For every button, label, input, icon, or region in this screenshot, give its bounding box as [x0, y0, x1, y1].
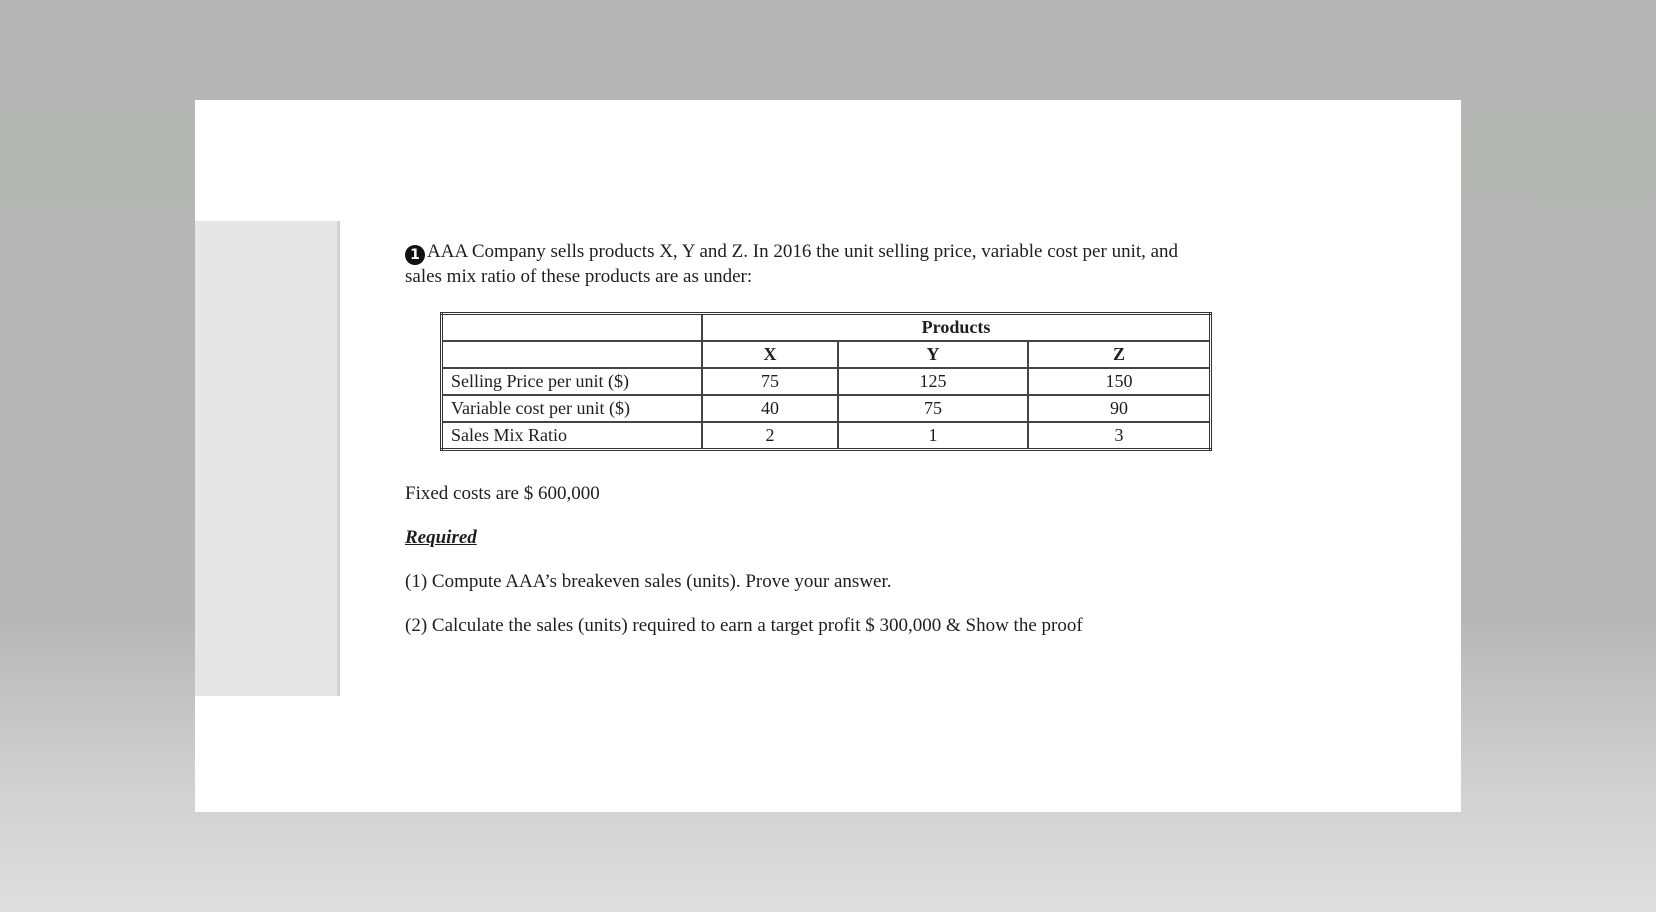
products-header: Products [702, 314, 1211, 342]
required-heading: Required [405, 527, 477, 548]
empty-header-cell [442, 314, 703, 342]
table-column-row [442, 341, 1211, 368]
table-row [442, 422, 1211, 450]
intro-text: AAA Company sells products X, Y and Z. In 2016 the unit selling price, variable cost per unit, and sales mix ratio of these products are as under: [405, 241, 1179, 287]
intro-paragraph [405, 240, 1205, 289]
table-row [442, 395, 1211, 422]
column-x: X [702, 341, 838, 368]
question-1: (1) Compute AAA’s breakeven sales (units). Prove your answer. [405, 571, 892, 592]
cell-value: 1 [838, 422, 1028, 450]
document-content [405, 240, 1405, 636]
fixed-costs-text: Fixed costs are $ 600,000 [405, 483, 600, 504]
empty-label-cell [442, 341, 703, 368]
cell-value: 2 [702, 422, 838, 450]
row-label: Variable cost per unit ($) [442, 395, 703, 422]
column-y: Y [838, 341, 1028, 368]
question-2: (2) Calculate the sales (units) required to earn a target profit $ 300,000 & Show the proof [405, 615, 1083, 636]
column-z: Z [1028, 341, 1211, 368]
cell-value: 125 [838, 368, 1028, 395]
row-label: Sales Mix Ratio [442, 422, 703, 450]
cell-value: 90 [1028, 395, 1211, 422]
table-row [442, 368, 1211, 395]
document-page [195, 100, 1461, 812]
number-one-icon: 1 [405, 245, 425, 265]
cell-value: 3 [1028, 422, 1211, 450]
cell-value: 75 [838, 395, 1028, 422]
table-header-row [442, 314, 1211, 342]
cell-value: 150 [1028, 368, 1211, 395]
cell-value: 75 [702, 368, 838, 395]
products-table [440, 312, 1212, 451]
row-label: Selling Price per unit ($) [442, 368, 703, 395]
cell-value: 40 [702, 395, 838, 422]
side-panel [195, 221, 340, 696]
